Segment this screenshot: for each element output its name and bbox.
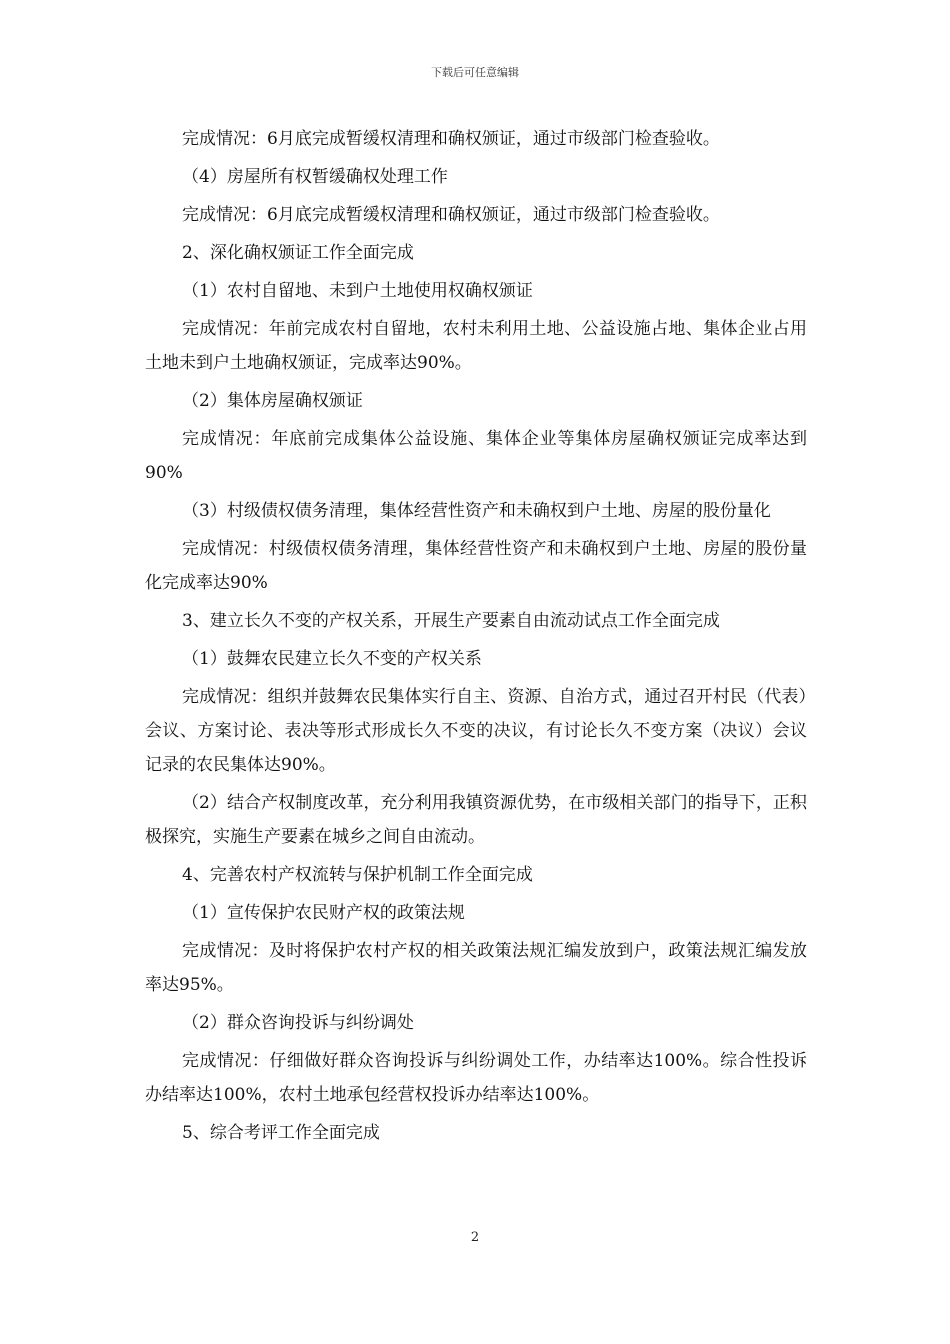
paragraph: （2）群众咨询投诉与纠纷调处 bbox=[182, 1013, 414, 1033]
paragraph: （2）结合产权制度改革，充分利用我镇资源优势，在市级相关部门的指导下，正积极探究，实施生产要素在城乡之间自由流动。 bbox=[145, 793, 807, 847]
paragraph: 完成情况：6月底完成暂缓权清理和确权颁证，通过市级部门检查验收。 bbox=[182, 129, 720, 149]
paragraph: （2）集体房屋确权颁证 bbox=[182, 391, 363, 411]
paragraph: 完成情况：组织并鼓舞农民集体实行自主、资源、自治方式，通过召开村民（代表）会议、方案讨论、表决等形式形成长久不变的决议，有讨论长久不变方案（决议）会议记录的农民集体达90%。 bbox=[145, 687, 807, 775]
paragraph: 完成情况：年前完成农村自留地，农村未利用土地、公益设施占地、集体企业占用土地未到户土地确权颁证，完成率达90%。 bbox=[145, 319, 807, 373]
paragraph: 完成情况：及时将保护农村产权的相关政策法规汇编发放到户，政策法规汇编发放率达95%。 bbox=[145, 941, 807, 995]
paragraph: 完成情况：仔细做好群众咨询投诉与纠纷调处工作，办结率达100%。综合性投诉办结率达100%，农村土地承包经营权投诉办结率达100%。 bbox=[145, 1051, 807, 1105]
paragraph: （1）鼓舞农民建立长久不变的产权关系 bbox=[182, 649, 482, 669]
paragraph: 完成情况：村级债权债务清理，集体经营性资产和未确权到户土地、房屋的股份量化完成率达90% bbox=[145, 539, 807, 593]
section-heading: 4、完善农村产权流转与保护机制工作全面完成 bbox=[182, 865, 533, 885]
paragraph: 完成情况：6月底完成暂缓权清理和确权颁证，通过市级部门检查验收。 bbox=[182, 205, 720, 225]
paragraph: （1）宣传保护农民财产权的政策法规 bbox=[182, 903, 465, 923]
page-header: 下载后可任意编辑 bbox=[431, 66, 519, 79]
document-body bbox=[145, 122, 807, 1154]
paragraph: （1）农村自留地、未到户土地使用权确权颁证 bbox=[182, 281, 533, 301]
paragraph: （4）房屋所有权暂缓确权处理工作 bbox=[182, 167, 448, 187]
section-heading: 5、综合考评工作全面完成 bbox=[182, 1123, 380, 1143]
paragraph: （3）村级债权债务清理，集体经营性资产和未确权到户土地、房屋的股份量化 bbox=[182, 501, 771, 521]
paragraph: 完成情况：年底前完成集体公益设施、集体企业等集体房屋确权颁证完成率达到90% bbox=[145, 429, 807, 483]
section-heading: 3、建立长久不变的产权关系，开展生产要素自由流动试点工作全面完成 bbox=[182, 611, 720, 631]
section-heading: 2、深化确权颁证工作全面完成 bbox=[182, 243, 414, 263]
page-number: 2 bbox=[470, 1230, 480, 1245]
